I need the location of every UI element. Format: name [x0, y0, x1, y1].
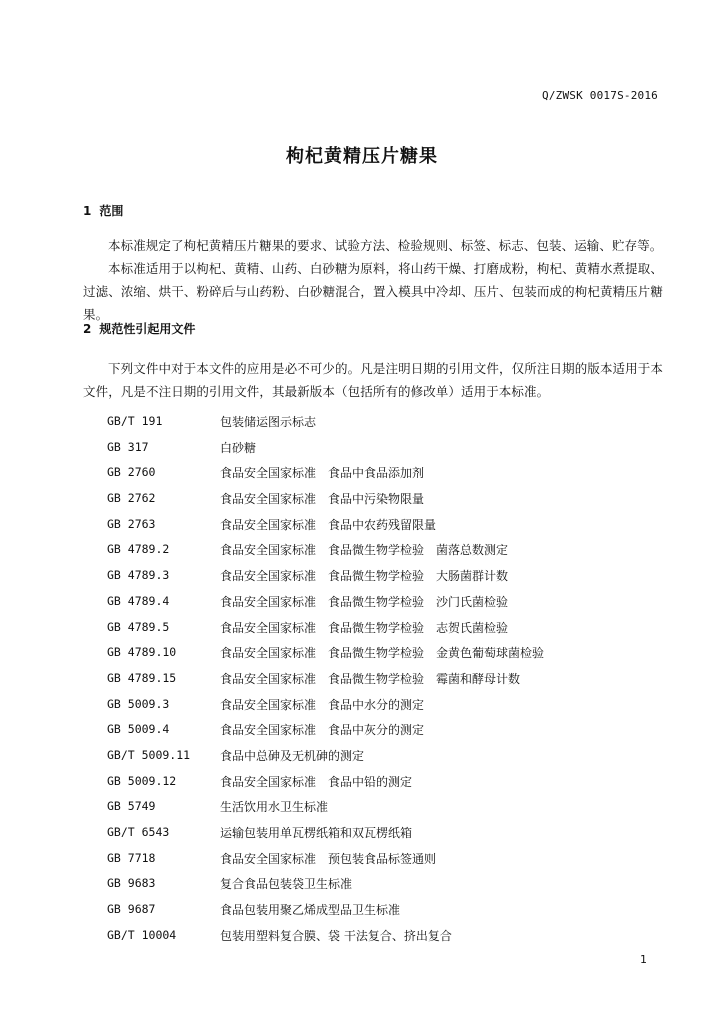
reference-code: GB 9687	[107, 902, 156, 917]
reference-item	[107, 771, 667, 797]
reference-title: 食品安全国家标准 食品微生物学检验 大肠菌群计数	[220, 569, 509, 584]
reference-title: 食品安全国家标准 食品微生物学检验 志贺氏菌检验	[220, 620, 509, 635]
reference-title: 食品安全国家标准 食品中水分的测定	[220, 697, 425, 712]
reference-code: GB 7718	[107, 850, 156, 865]
reference-title: 食品安全国家标准 食品中铅的测定	[220, 774, 413, 789]
reference-code: GB 9683	[107, 876, 156, 891]
reference-title: 食品中总砷及无机砷的测定	[220, 748, 365, 763]
paragraph-scope-2: 本标准适用于以枸杞、黄精、山药、白砂糖为原料，将山药干燥、打磨成粉，枸杞、黄精水煮提取、过滤、浓缩、烘干、粉碎后与山药粉、白砂糖混合，置入模具中冷却、压片、包装而成的枸杞黄精压片糖果。	[83, 261, 663, 322]
reference-title: 复合食品包装袋卫生标准	[220, 877, 353, 892]
reference-code: GB 2760	[107, 465, 156, 480]
reference-item	[107, 822, 667, 848]
document-title: 枸杞黄精压片糖果	[286, 146, 438, 167]
reference-title: 食品安全国家标准 食品中食品添加剂	[220, 466, 425, 481]
reference-item	[107, 514, 667, 540]
reference-item	[107, 668, 667, 694]
section-title: 规范性引起用文件	[99, 322, 196, 336]
reference-item	[107, 462, 667, 488]
reference-title: 生活饮用水卫生标准	[220, 800, 329, 815]
reference-code: GB 5009.3	[107, 696, 170, 711]
reference-title: 食品安全国家标准 食品中污染物限量	[220, 492, 425, 507]
reference-item	[107, 925, 667, 951]
reference-title: 食品安全国家标准 食品中农药残留限量	[220, 517, 437, 532]
section-title: 范围	[99, 204, 124, 218]
reference-item	[107, 488, 667, 514]
section-number: 2	[83, 322, 92, 336]
reference-code: GB 5009.12	[107, 773, 177, 788]
document-code: Q/ZWSK 0017S-2016	[542, 89, 658, 102]
reference-code: GB/T 5009.11	[107, 747, 191, 762]
reference-item	[107, 745, 667, 771]
reference-item	[107, 642, 667, 668]
reference-item	[107, 899, 667, 925]
reference-title: 运输包装用单瓦楞纸箱和双瓦楞纸箱	[220, 826, 413, 840]
reference-item	[107, 796, 667, 822]
section-number: 1	[83, 204, 92, 218]
page-number: 1	[640, 953, 647, 966]
reference-item	[107, 719, 667, 745]
reference-code: GB 5749	[107, 799, 156, 814]
reference-item	[107, 591, 667, 617]
reference-item	[107, 848, 667, 874]
reference-code: GB/T 191	[107, 414, 163, 428]
reference-title: 食品安全国家标准 食品微生物学检验 沙门氏菌检验	[220, 594, 509, 609]
reference-code: GB 2762	[107, 491, 156, 506]
reference-title: 食品安全国家标准 食品微生物学检验 霉菌和酵母计数	[220, 671, 521, 686]
reference-code: GB 4789.4	[107, 593, 170, 608]
reference-title: 食品包装用聚乙烯成型品卫生标准	[220, 903, 401, 918]
reference-title: 食品安全国家标准 食品微生物学检验 菌落总数测定	[220, 543, 509, 558]
reference-item	[107, 437, 667, 463]
paragraph-references-intro: 下列文件中对于本文件的应用是必不可少的。凡是注明日期的引用文件，仅所注日期的版本适用于本文件，凡是不注日期的引用文件，其最新版本（包括所有的修改单）适用于本标准。	[83, 361, 663, 399]
reference-title: 包装用塑料复合膜、袋 干法复合、挤出复合	[220, 928, 452, 943]
reference-code: GB 2763	[107, 516, 156, 531]
reference-item	[107, 565, 667, 591]
reference-code: GB 4789.10	[107, 645, 177, 660]
reference-code: GB 4789.5	[107, 619, 170, 634]
reference-item	[107, 617, 667, 643]
reference-code: GB/T 10004	[107, 927, 177, 942]
reference-code: GB 4789.2	[107, 542, 170, 557]
reference-item	[107, 539, 667, 565]
reference-code: GB 5009.4	[107, 722, 170, 737]
reference-item	[107, 873, 667, 899]
reference-list	[107, 411, 667, 950]
reference-code: GB 4789.3	[107, 568, 170, 583]
reference-title: 白砂糖	[220, 440, 257, 455]
section-heading-scope	[83, 202, 123, 219]
reference-code: GB/T 6543	[107, 825, 170, 839]
reference-title: 包装储运图示标志	[220, 415, 317, 429]
reference-title: 食品安全国家标准 食品微生物学检验 金黄色葡萄球菌检验	[220, 646, 545, 661]
reference-item	[107, 411, 667, 437]
reference-item	[107, 694, 667, 720]
section-heading-normative-references	[83, 320, 195, 337]
reference-title: 食品安全国家标准 食品中灰分的测定	[220, 723, 425, 738]
paragraph-scope-1: 本标准规定了枸杞黄精压片糖果的要求、试验方法、检验规则、标签、标志、包装、运输、贮存等。	[108, 238, 663, 253]
reference-code: GB 4789.15	[107, 670, 177, 685]
reference-code: GB 317	[107, 439, 149, 454]
reference-title: 食品安全国家标准 预包装食品标签通则	[220, 851, 437, 866]
